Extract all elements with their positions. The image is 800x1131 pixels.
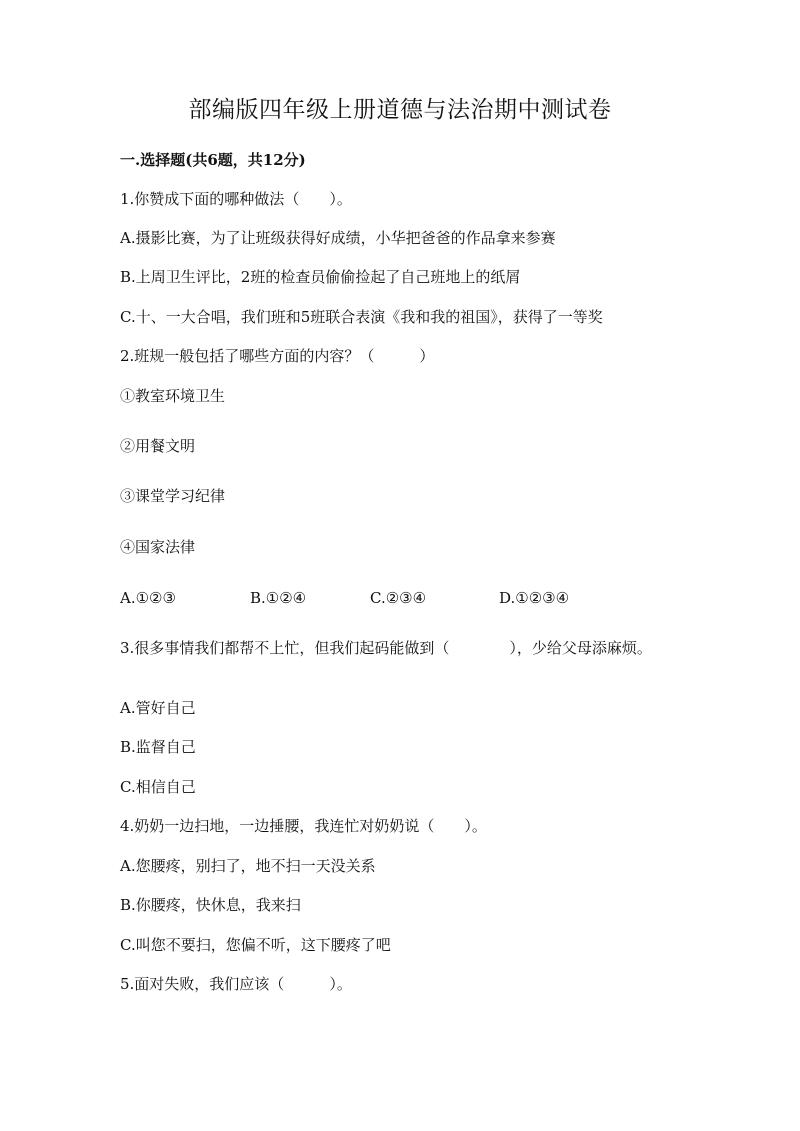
question-4-option-b: B.你腰疼，快休息，我来扫 xyxy=(120,896,301,914)
question-1-option-a: A.摄影比赛，为了让班级获得好成绩，小华把爸爸的作品拿来参赛 xyxy=(120,229,556,247)
page-title: 部编版四年级上册道德与法治期中测试卷 xyxy=(188,97,612,123)
question-2-option-c: C.②③④ xyxy=(370,589,427,607)
question-2-item-1: ①教室环境卫生 xyxy=(120,387,226,405)
question-3-option-a: A.管好自己 xyxy=(120,699,196,717)
question-2-stem: 2.班规一般包括了哪些方面的内容？（ ） xyxy=(120,347,435,365)
question-2-option-b: B.①②④ xyxy=(250,589,307,607)
section-heading: 一.选择题(共6题，共12分) xyxy=(120,151,306,169)
question-5-stem: 5.面对失败，我们应该（ ）。 xyxy=(120,975,352,993)
question-2-option-a: A.①②③ xyxy=(120,589,176,607)
question-4-option-c: C.叫您不要扫，您偏不听，这下腰疼了吧 xyxy=(120,936,391,954)
question-2-option-d: D.①②③④ xyxy=(499,589,570,607)
question-1-stem: 1.你赞成下面的哪种做法（ ）。 xyxy=(120,190,352,208)
question-1-option-b: B.上周卫生评比，2班的检查员偷偷捡起了自己班地上的纸屑 xyxy=(120,268,521,286)
question-4-option-a: A.您腰疼，别扫了，地不扫一天没关系 xyxy=(120,857,376,875)
question-2-item-4: ④国家法律 xyxy=(120,538,196,556)
question-3-option-b: B.监督自己 xyxy=(120,738,196,756)
question-4-stem: 4.奶奶一边扫地，一边捶腰，我连忙对奶奶说（ ）。 xyxy=(120,817,487,835)
question-3-option-c: C.相信自己 xyxy=(120,778,196,796)
question-2-item-2: ②用餐文明 xyxy=(120,437,196,455)
question-2-options xyxy=(120,587,680,609)
question-3-stem: 3.很多事情我们都帮不上忙，但我们起码能做到（ ），少给父母添麻烦。 xyxy=(120,639,652,657)
question-1-option-c: C.十、一大合唱，我们班和5班联合表演《我和我的祖国》，获得了一等奖 xyxy=(120,308,603,326)
question-2-item-3: ③课堂学习纪律 xyxy=(120,487,226,505)
